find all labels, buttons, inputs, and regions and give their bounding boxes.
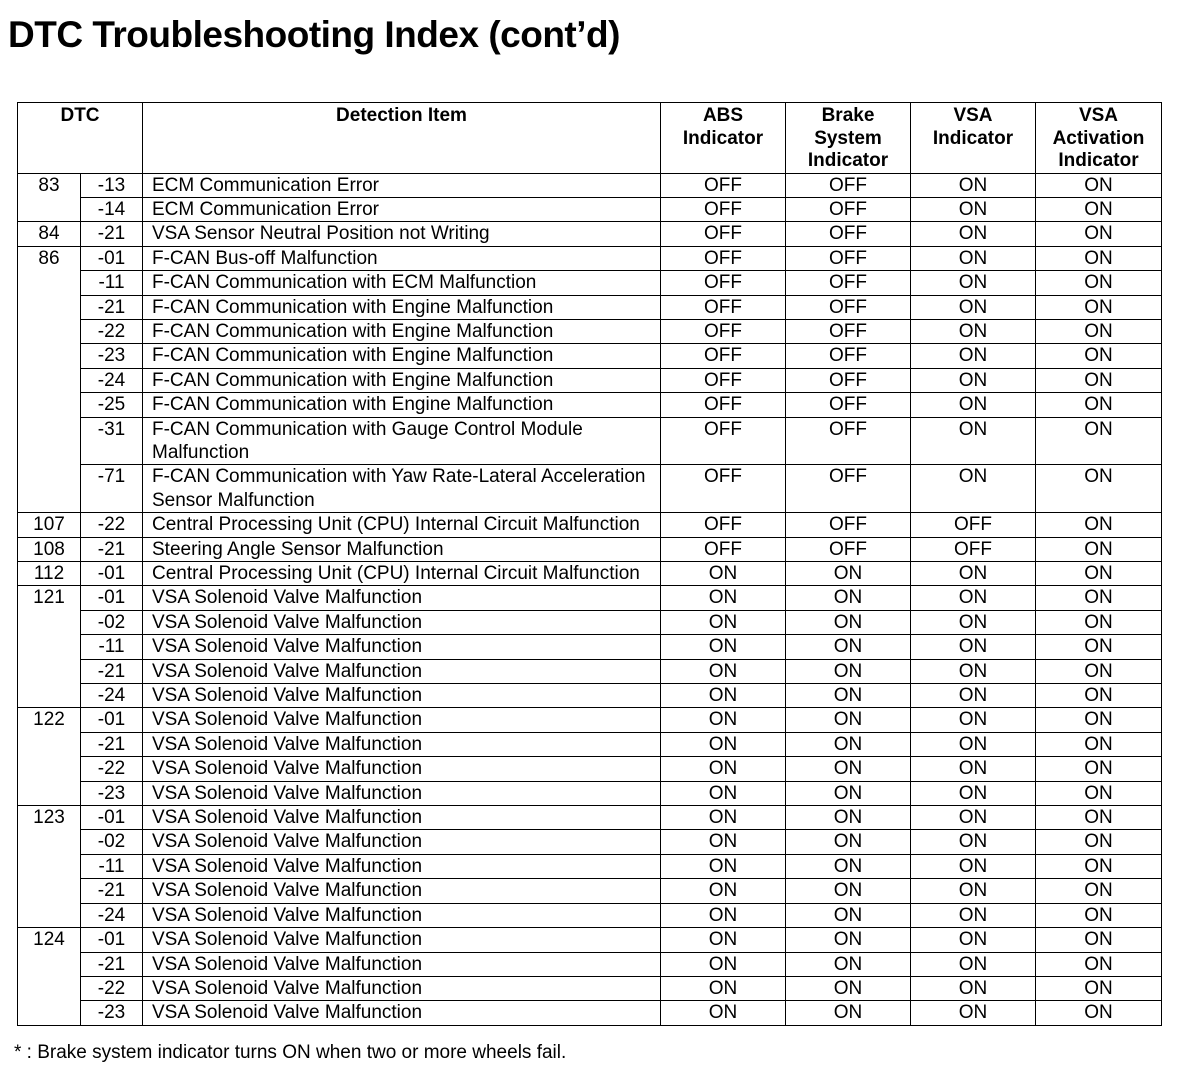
vsa-indicator-state: ON — [911, 610, 1036, 634]
vsa-activation-indicator-state: ON — [1036, 610, 1162, 634]
vsa-indicator-state: ON — [911, 393, 1036, 417]
dtc-main-code: 108 — [18, 537, 81, 561]
detection-item: VSA Solenoid Valve Malfunction — [143, 610, 661, 634]
vsa-activation-indicator-state: ON — [1036, 344, 1162, 368]
vsa-indicator-state: ON — [911, 684, 1036, 708]
vsa-activation-indicator-state: ON — [1036, 417, 1162, 465]
vsa-indicator-state: ON — [911, 344, 1036, 368]
detection-item: VSA Solenoid Valve Malfunction — [143, 1001, 661, 1025]
brake-system-indicator-state: OFF — [786, 344, 911, 368]
dtc-sub-code: -22 — [81, 976, 143, 1000]
vsa-indicator-state: ON — [911, 319, 1036, 343]
brake-system-indicator-state: OFF — [786, 537, 911, 561]
brake-system-indicator-state: OFF — [786, 368, 911, 392]
detection-item: VSA Solenoid Valve Malfunction — [143, 854, 661, 878]
vsa-activation-indicator-state: ON — [1036, 393, 1162, 417]
dtc-sub-code: -01 — [81, 586, 143, 610]
vsa-indicator-state: ON — [911, 659, 1036, 683]
detection-item: F-CAN Communication with Engine Malfunction — [143, 344, 661, 368]
table-row — [18, 271, 1162, 295]
dtc-sub-code: -13 — [81, 173, 143, 197]
vsa-activation-indicator-state: ON — [1036, 684, 1162, 708]
abs-indicator-state: ON — [661, 830, 786, 854]
dtc-sub-code: -23 — [81, 344, 143, 368]
brake-system-indicator-state: OFF — [786, 393, 911, 417]
dtc-sub-code: -24 — [81, 368, 143, 392]
abs-indicator-state: OFF — [661, 222, 786, 246]
vsa-indicator-state: ON — [911, 562, 1036, 586]
dtc-sub-code: -21 — [81, 537, 143, 561]
table-row — [18, 659, 1162, 683]
table-row — [18, 928, 1162, 952]
abs-indicator-state: OFF — [661, 393, 786, 417]
abs-indicator-state: ON — [661, 976, 786, 1000]
abs-indicator-state: OFF — [661, 271, 786, 295]
detection-item: VSA Solenoid Valve Malfunction — [143, 952, 661, 976]
vsa-activation-indicator-state: ON — [1036, 635, 1162, 659]
dtc-main-code: 122 — [18, 708, 81, 806]
vsa-activation-indicator-state: ON — [1036, 830, 1162, 854]
vsa-activation-indicator-state: ON — [1036, 928, 1162, 952]
table-row — [18, 393, 1162, 417]
abs-indicator-state: OFF — [661, 173, 786, 197]
detection-item: F-CAN Communication with Engine Malfunction — [143, 319, 661, 343]
vsa-indicator-state: ON — [911, 952, 1036, 976]
table-row — [18, 757, 1162, 781]
vsa-activation-indicator-state: ON — [1036, 1001, 1162, 1025]
table-row — [18, 806, 1162, 830]
brake-system-indicator-state: ON — [786, 781, 911, 805]
brake-system-indicator-state: OFF — [786, 246, 911, 270]
table-row — [18, 781, 1162, 805]
dtc-main-code: 84 — [18, 222, 81, 246]
dtc-main-code: 107 — [18, 513, 81, 537]
header-abs-indicator: ABS Indicator — [661, 103, 786, 174]
brake-system-indicator-state: ON — [786, 903, 911, 927]
table-row — [18, 879, 1162, 903]
dtc-sub-code: -14 — [81, 197, 143, 221]
vsa-indicator-state: ON — [911, 586, 1036, 610]
brake-system-indicator-state: OFF — [786, 222, 911, 246]
dtc-sub-code: -11 — [81, 635, 143, 659]
table-row — [18, 635, 1162, 659]
vsa-activation-indicator-state: ON — [1036, 586, 1162, 610]
dtc-sub-code: -22 — [81, 757, 143, 781]
brake-system-indicator-state: ON — [786, 1001, 911, 1025]
dtc-sub-code: -71 — [81, 465, 143, 513]
dtc-sub-code: -01 — [81, 562, 143, 586]
abs-indicator-state: ON — [661, 586, 786, 610]
brake-system-indicator-state: ON — [786, 562, 911, 586]
detection-item: F-CAN Communication with Yaw Rate-Lateral Acceleration Sensor Malfunction — [143, 465, 661, 513]
table-row — [18, 1001, 1162, 1025]
brake-system-indicator-state: ON — [786, 586, 911, 610]
brake-system-indicator-state: OFF — [786, 417, 911, 465]
vsa-indicator-state: ON — [911, 635, 1036, 659]
detection-item: F-CAN Communication with Gauge Control Module Malfunction — [143, 417, 661, 465]
detection-item: VSA Solenoid Valve Malfunction — [143, 928, 661, 952]
abs-indicator-state: OFF — [661, 368, 786, 392]
detection-item: F-CAN Bus-off Malfunction — [143, 246, 661, 270]
detection-item: VSA Solenoid Valve Malfunction — [143, 830, 661, 854]
detection-item: VSA Solenoid Valve Malfunction — [143, 659, 661, 683]
abs-indicator-state: ON — [661, 562, 786, 586]
detection-item: VSA Solenoid Valve Malfunction — [143, 976, 661, 1000]
vsa-activation-indicator-state: ON — [1036, 806, 1162, 830]
abs-indicator-state: OFF — [661, 246, 786, 270]
table-row — [18, 295, 1162, 319]
vsa-activation-indicator-state: ON — [1036, 903, 1162, 927]
table-row — [18, 197, 1162, 221]
table-row — [18, 368, 1162, 392]
vsa-indicator-state: ON — [911, 781, 1036, 805]
vsa-indicator-state: ON — [911, 879, 1036, 903]
table-row — [18, 562, 1162, 586]
abs-indicator-state: ON — [661, 854, 786, 878]
vsa-indicator-state: ON — [911, 732, 1036, 756]
vsa-activation-indicator-state: ON — [1036, 854, 1162, 878]
vsa-activation-indicator-state: ON — [1036, 197, 1162, 221]
dtc-sub-code: -24 — [81, 684, 143, 708]
vsa-activation-indicator-state: ON — [1036, 246, 1162, 270]
table-row — [18, 903, 1162, 927]
dtc-main-code: 112 — [18, 562, 81, 586]
abs-indicator-state: ON — [661, 928, 786, 952]
vsa-indicator-state: ON — [911, 173, 1036, 197]
vsa-indicator-state: ON — [911, 976, 1036, 1000]
brake-system-indicator-state: ON — [786, 732, 911, 756]
brake-system-indicator-state: ON — [786, 635, 911, 659]
brake-system-indicator-state: OFF — [786, 295, 911, 319]
detection-item: VSA Solenoid Valve Malfunction — [143, 781, 661, 805]
vsa-indicator-state: ON — [911, 197, 1036, 221]
dtc-sub-code: -24 — [81, 903, 143, 927]
dtc-main-code: 86 — [18, 246, 81, 512]
table-body — [18, 173, 1162, 1025]
vsa-indicator-state: ON — [911, 465, 1036, 513]
dtc-sub-code: -23 — [81, 781, 143, 805]
abs-indicator-state: ON — [661, 659, 786, 683]
abs-indicator-state: ON — [661, 952, 786, 976]
table-row — [18, 417, 1162, 465]
vsa-activation-indicator-state: ON — [1036, 879, 1162, 903]
vsa-indicator-state: ON — [911, 757, 1036, 781]
detection-item: Central Processing Unit (CPU) Internal Circuit Malfunction — [143, 562, 661, 586]
detection-item: VSA Solenoid Valve Malfunction — [143, 684, 661, 708]
dtc-sub-code: -21 — [81, 952, 143, 976]
dtc-sub-code: -11 — [81, 854, 143, 878]
table-row — [18, 830, 1162, 854]
abs-indicator-state: OFF — [661, 197, 786, 221]
abs-indicator-state: OFF — [661, 465, 786, 513]
detection-item: VSA Solenoid Valve Malfunction — [143, 879, 661, 903]
table-row — [18, 222, 1162, 246]
abs-indicator-state: ON — [661, 732, 786, 756]
abs-indicator-state: ON — [661, 610, 786, 634]
header-detection-item: Detection Item — [143, 103, 661, 174]
table-row — [18, 708, 1162, 732]
vsa-activation-indicator-state: ON — [1036, 976, 1162, 1000]
abs-indicator-state: ON — [661, 684, 786, 708]
dtc-sub-code: -11 — [81, 271, 143, 295]
vsa-indicator-state: ON — [911, 806, 1036, 830]
vsa-activation-indicator-state: ON — [1036, 781, 1162, 805]
vsa-indicator-state: ON — [911, 854, 1036, 878]
detection-item: VSA Solenoid Valve Malfunction — [143, 806, 661, 830]
vsa-indicator-state: ON — [911, 708, 1036, 732]
dtc-sub-code: -02 — [81, 830, 143, 854]
abs-indicator-state: ON — [661, 879, 786, 903]
dtc-sub-code: -21 — [81, 659, 143, 683]
vsa-indicator-state: ON — [911, 830, 1036, 854]
vsa-activation-indicator-state: ON — [1036, 368, 1162, 392]
table-row — [18, 586, 1162, 610]
brake-system-indicator-state: ON — [786, 757, 911, 781]
abs-indicator-state: ON — [661, 635, 786, 659]
detection-item: Steering Angle Sensor Malfunction — [143, 537, 661, 561]
table-row — [18, 854, 1162, 878]
dtc-sub-code: -21 — [81, 732, 143, 756]
dtc-sub-code: -01 — [81, 806, 143, 830]
footnote: * : Brake system indicator turns ON when two or more wheels fail. — [14, 1042, 567, 1063]
dtc-sub-code: -22 — [81, 513, 143, 537]
vsa-indicator-state: ON — [911, 903, 1036, 927]
vsa-activation-indicator-state: ON — [1036, 319, 1162, 343]
abs-indicator-state: OFF — [661, 537, 786, 561]
detection-item: F-CAN Communication with Engine Malfunction — [143, 295, 661, 319]
brake-system-indicator-state: OFF — [786, 319, 911, 343]
table-row — [18, 976, 1162, 1000]
vsa-activation-indicator-state: ON — [1036, 465, 1162, 513]
brake-system-indicator-state: ON — [786, 952, 911, 976]
abs-indicator-state: OFF — [661, 513, 786, 537]
vsa-indicator-state: ON — [911, 271, 1036, 295]
dtc-main-code: 83 — [18, 173, 81, 222]
dtc-sub-code: -01 — [81, 928, 143, 952]
dtc-main-code: 124 — [18, 928, 81, 1026]
header-vsa-activation-indicator: VSA Activation Indicator — [1036, 103, 1162, 174]
vsa-indicator-state: ON — [911, 1001, 1036, 1025]
dtc-sub-code: -25 — [81, 393, 143, 417]
brake-system-indicator-state: OFF — [786, 513, 911, 537]
table-row — [18, 537, 1162, 561]
detection-item: VSA Solenoid Valve Malfunction — [143, 635, 661, 659]
abs-indicator-state: ON — [661, 708, 786, 732]
vsa-indicator-state: OFF — [911, 537, 1036, 561]
vsa-indicator-state: ON — [911, 928, 1036, 952]
vsa-activation-indicator-state: ON — [1036, 708, 1162, 732]
dtc-main-code: 123 — [18, 806, 81, 928]
abs-indicator-state: OFF — [661, 319, 786, 343]
table-row — [18, 465, 1162, 513]
dtc-sub-code: -01 — [81, 246, 143, 270]
dtc-sub-code: -22 — [81, 319, 143, 343]
vsa-activation-indicator-state: ON — [1036, 222, 1162, 246]
table-row — [18, 952, 1162, 976]
detection-item: F-CAN Communication with Engine Malfunction — [143, 368, 661, 392]
brake-system-indicator-state: ON — [786, 659, 911, 683]
brake-system-indicator-state: ON — [786, 708, 911, 732]
abs-indicator-state: ON — [661, 806, 786, 830]
detection-item: VSA Solenoid Valve Malfunction — [143, 708, 661, 732]
detection-item: F-CAN Communication with Engine Malfunction — [143, 393, 661, 417]
abs-indicator-state: ON — [661, 903, 786, 927]
vsa-activation-indicator-state: ON — [1036, 173, 1162, 197]
table-row — [18, 684, 1162, 708]
detection-item: ECM Communication Error — [143, 173, 661, 197]
table-row — [18, 610, 1162, 634]
vsa-activation-indicator-state: ON — [1036, 757, 1162, 781]
detection-item: VSA Solenoid Valve Malfunction — [143, 757, 661, 781]
vsa-indicator-state: ON — [911, 295, 1036, 319]
dtc-index-table — [17, 102, 1162, 1026]
detection-item: F-CAN Communication with ECM Malfunction — [143, 271, 661, 295]
abs-indicator-state: OFF — [661, 344, 786, 368]
table-header-row — [18, 103, 1162, 174]
brake-system-indicator-state: ON — [786, 610, 911, 634]
vsa-activation-indicator-state: ON — [1036, 732, 1162, 756]
vsa-indicator-state: OFF — [911, 513, 1036, 537]
brake-system-indicator-state: ON — [786, 806, 911, 830]
table-row — [18, 344, 1162, 368]
detection-item: ECM Communication Error — [143, 197, 661, 221]
vsa-activation-indicator-state: ON — [1036, 295, 1162, 319]
vsa-indicator-state: ON — [911, 417, 1036, 465]
vsa-activation-indicator-state: ON — [1036, 952, 1162, 976]
dtc-sub-code: -02 — [81, 610, 143, 634]
table-row — [18, 246, 1162, 270]
detection-item: Central Processing Unit (CPU) Internal Circuit Malfunction — [143, 513, 661, 537]
detection-item: VSA Solenoid Valve Malfunction — [143, 732, 661, 756]
vsa-activation-indicator-state: ON — [1036, 271, 1162, 295]
abs-indicator-state: ON — [661, 757, 786, 781]
detection-item: VSA Solenoid Valve Malfunction — [143, 586, 661, 610]
page-title: DTC Troubleshooting Index (cont’d) — [8, 14, 620, 55]
vsa-activation-indicator-state: ON — [1036, 537, 1162, 561]
brake-system-indicator-state: ON — [786, 976, 911, 1000]
abs-indicator-state: OFF — [661, 417, 786, 465]
vsa-indicator-state: ON — [911, 222, 1036, 246]
brake-system-indicator-state: ON — [786, 684, 911, 708]
dtc-sub-code: -21 — [81, 295, 143, 319]
header-vsa-indicator: VSA Indicator — [911, 103, 1036, 174]
header-dtc: DTC — [18, 103, 143, 174]
dtc-sub-code: -21 — [81, 879, 143, 903]
dtc-sub-code: -21 — [81, 222, 143, 246]
brake-system-indicator-state: ON — [786, 830, 911, 854]
dtc-sub-code: -23 — [81, 1001, 143, 1025]
dtc-sub-code: -01 — [81, 708, 143, 732]
header-brake-system-indicator: Brake System Indicator — [786, 103, 911, 174]
abs-indicator-state: ON — [661, 781, 786, 805]
dtc-sub-code: -31 — [81, 417, 143, 465]
dtc-main-code: 121 — [18, 586, 81, 708]
brake-system-indicator-state: ON — [786, 928, 911, 952]
brake-system-indicator-state: OFF — [786, 197, 911, 221]
abs-indicator-state: ON — [661, 1001, 786, 1025]
table-row — [18, 173, 1162, 197]
brake-system-indicator-state: OFF — [786, 465, 911, 513]
brake-system-indicator-state: ON — [786, 854, 911, 878]
table-row — [18, 319, 1162, 343]
vsa-activation-indicator-state: ON — [1036, 513, 1162, 537]
vsa-indicator-state: ON — [911, 246, 1036, 270]
brake-system-indicator-state: OFF — [786, 173, 911, 197]
detection-item: VSA Solenoid Valve Malfunction — [143, 903, 661, 927]
abs-indicator-state: OFF — [661, 295, 786, 319]
table-row — [18, 513, 1162, 537]
vsa-indicator-state: ON — [911, 368, 1036, 392]
detection-item: VSA Sensor Neutral Position not Writing — [143, 222, 661, 246]
vsa-activation-indicator-state: ON — [1036, 659, 1162, 683]
vsa-activation-indicator-state: ON — [1036, 562, 1162, 586]
table-row — [18, 732, 1162, 756]
brake-system-indicator-state: ON — [786, 879, 911, 903]
brake-system-indicator-state: OFF — [786, 271, 911, 295]
